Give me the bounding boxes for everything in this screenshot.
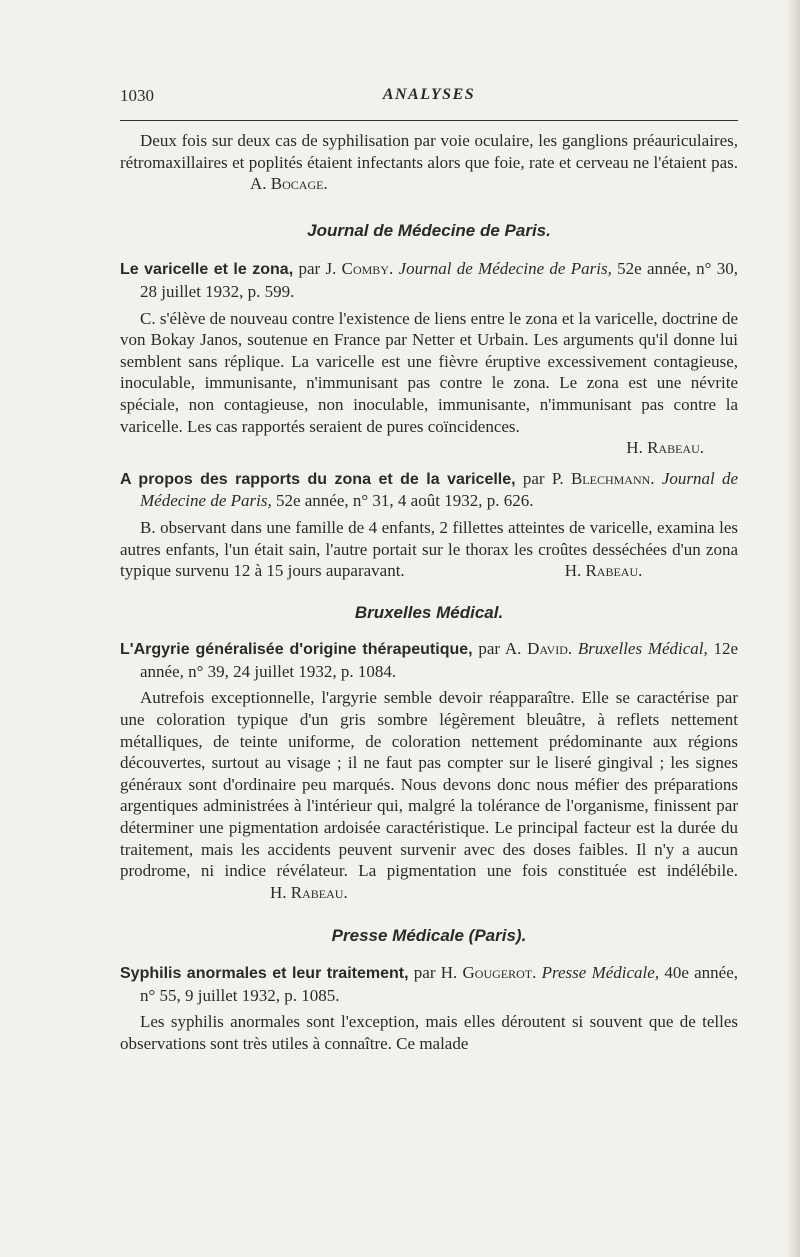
- page-number: 1030: [120, 86, 154, 105]
- continuation-paragraph: [120, 130, 738, 195]
- article-body: Autrefois exceptionnelle, l'argyrie semble devoir réapparaître. Elle se caractérise par une coloration typique d'un gris sombre légèrement bleuâtre, à reflets nettement métalliques, de teinte uniforme, de coloration nettement prédominante aux régions découvertes, surtout au visage ; il ne faut pas compter sur le liseré gingival ; les signes généraux sont d'ordinaire peu marqués. Nous devons donc nous méfier des préparations argentiques administrées à l'intérieur qui, malgré la tolérance de l'organisme, finissent par déterminer une pigmentation ardoisée caractéristique. Le principal facteur est la durée du traitement, mais les accidents peuvent survenir avec des doses faibles. Il n'y a aucun prodrome, ni indice révélateur. La pigmentation une fois constituée est indélébile.: [120, 688, 738, 881]
- signature: H. Rabeau.: [270, 882, 348, 902]
- running-head: ANALYSES: [382, 86, 476, 103]
- header-rule: [120, 120, 738, 121]
- signature: A. Bocage.: [250, 174, 328, 194]
- article-heading: [120, 638, 738, 682]
- citation-details: 12e année, n° 39, 24 juillet 1932, p. 1084.: [140, 639, 739, 681]
- article-title: L'Argyrie généralisée d'origine thérapeutique,: [120, 641, 473, 659]
- article-title: Syphilis anormales et leur traitement,: [120, 965, 409, 982]
- article-body-with-signature: [120, 687, 738, 903]
- citation: Journal de Médecine de Paris,: [140, 468, 739, 511]
- author: David.: [527, 639, 573, 659]
- page-edge-shadow: [786, 0, 800, 1257]
- author: Gougerot.: [462, 963, 537, 982]
- page-content: [120, 130, 738, 1054]
- journal-title: Journal de Médecine de Paris.: [307, 220, 551, 240]
- continuation-text: Deux fois sur deux cas de syphilisation par voie oculaire, les ganglions préauriculaires, rétromaxillaires et poplités étaient infectants alors que foie, rate et cerveau ne l'étaient pas.: [120, 131, 738, 172]
- signature: H. Rabeau.: [564, 561, 643, 581]
- article-title: A propos des rapports du zona et de la varicelle,: [120, 470, 516, 488]
- citation-details: 52e année, n° 31, 4 août 1932, p. 626.: [275, 491, 534, 511]
- citation-details: 52e année, n° 30, 28 juillet 1932, p. 599.: [140, 259, 739, 301]
- article-title: Le varicelle et le zona,: [120, 261, 294, 279]
- article-body: B. observant dans une famille de 4 enfants, 2 fillettes atteintes de varicelle, examina les autres enfants, l'un était sain, l'autre portait sur le thorax les croûtes desséchées d'un zona typique survenu 12 à 15 jours auparavant.: [120, 517, 738, 581]
- citation: Presse Médicale,: [541, 963, 660, 982]
- article-body: C. s'élève de nouveau contre l'existence de liens entre le zona et la varicelle, doctrine de von Bokay Janos, soutenue en France par Netter et Urbain. Les arguments qu'il donne lui semblent sans réplique. La varicelle est une fièvre éruptive excessivement contagieuse, inoculable, immunisante, n'immunisant pas contre le zona. Le zona est une névrite spéciale, non contagieuse, non inoculable, immunisante, n'immunisant pas contre la varicelle. Les cas rapportés seraient de pures coïncidences.: [120, 308, 738, 436]
- author-prefix: par P.: [522, 468, 564, 488]
- journal-title: Bruxelles Médical.: [354, 602, 504, 622]
- article-heading: [120, 468, 738, 512]
- signature: H. Rabeau.: [626, 438, 704, 458]
- article-heading: [120, 258, 738, 302]
- author-prefix: par H.: [413, 963, 458, 982]
- article-body: Les syphilis anormales sont l'exception, mais elles déroutent si souvent que de telles observations sont très utiles à connaître. Ce malade: [120, 1012, 738, 1053]
- author-prefix: par A.: [478, 639, 522, 659]
- citation: Bruxelles Médical,: [577, 639, 708, 659]
- author: Blechmann.: [570, 468, 655, 488]
- journal-title: Presse Médicale (Paris).: [331, 926, 527, 946]
- citation-details: 40e année, n° 55, 9 juillet 1932, p. 1085.: [140, 963, 739, 1005]
- page-header: [120, 86, 738, 110]
- citation: Journal de Médecine de Paris,: [398, 259, 612, 279]
- article-heading: [120, 962, 738, 1006]
- article-body-with-signature: [120, 517, 738, 582]
- author: Comby.: [341, 259, 394, 279]
- author-prefix: par J.: [298, 259, 337, 279]
